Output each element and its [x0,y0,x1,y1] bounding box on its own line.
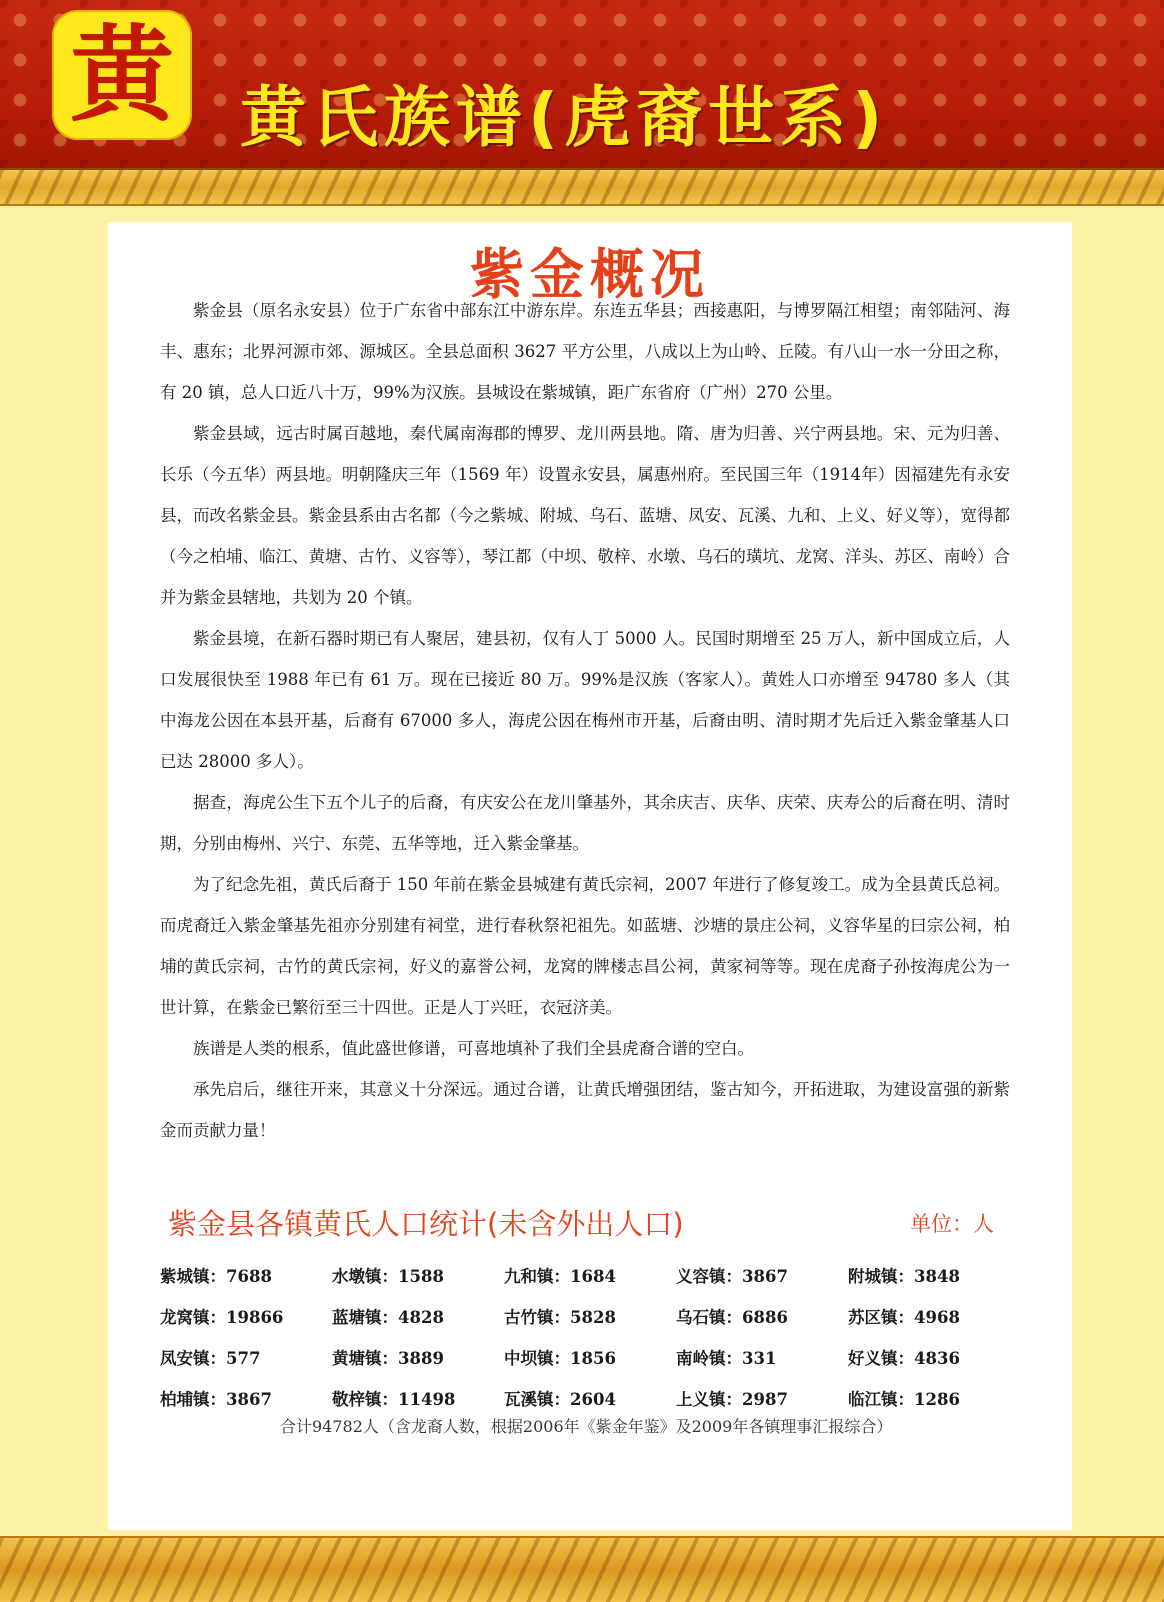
town-count: 1684 [570,1267,616,1286]
town-separator: ： [209,1308,226,1327]
paragraph: 据查，海虎公生下五个儿子的后裔，有庆安公在龙川肇基外，其余庆吉、庆华、庆荣、庆寿公的后裔在明、清时期，分别由梅州、兴宁、东莞、五华等地，迁入紫金肇基。 [160,793,1010,853]
town-name: 好义镇 [848,1349,898,1368]
town-stat [332,1338,504,1379]
town-name: 临江镇 [848,1390,898,1409]
town-count: 3867 [226,1390,272,1409]
banner-title: 黄氏族谱(虎裔世系) [240,79,889,156]
town-name: 乌石镇 [676,1308,726,1327]
town-population-grid [160,1256,1020,1420]
town-stat [504,1297,676,1338]
town-name: 九和镇 [504,1267,554,1286]
town-count: 1286 [914,1390,960,1409]
town-separator: ： [209,1267,226,1286]
town-count: 4828 [398,1308,444,1327]
town-count: 6886 [742,1308,788,1327]
town-count: 5828 [570,1308,616,1327]
town-stat [676,1297,848,1338]
town-separator: ： [381,1390,398,1409]
town-stat [332,1256,504,1297]
town-count: 2987 [742,1390,788,1409]
town-name: 附城镇 [848,1267,898,1286]
town-name: 紫城镇 [160,1267,210,1286]
town-separator: ： [725,1349,742,1368]
town-name: 苏区镇 [848,1308,898,1327]
town-separator: ： [381,1267,398,1286]
town-count: 7688 [226,1267,272,1286]
town-separator: ： [725,1267,742,1286]
town-name: 南岭镇 [676,1349,726,1368]
town-name: 中坝镇 [504,1349,554,1368]
town-stat [848,1297,1020,1338]
town-name: 古竹镇 [504,1308,554,1327]
town-name: 瓦溪镇 [504,1390,554,1409]
paragraph: 族谱是人类的根系，值此盛世修谱，可喜地填补了我们全县虎裔合谱的空白。 [193,1039,754,1058]
town-separator: ： [209,1390,226,1409]
paragraph: 紫金县（原名永安县）位于广东省中部东江中游东岸。东连五华县；西接惠阳，与博罗隔江相望；南邻陆河、海丰、惠东；北界河源市郊、源城区。全县总面积 3627 平方公里，八成以上为山岭、丘陵。有八山一水一分田之称，有 20 镇，总人口近八十万，99%为汉族。县城设在紫城镇，距广东省府（广州）270 公里。 [160,301,1010,402]
town-separator: ： [897,1308,914,1327]
town-stat [848,1338,1020,1379]
town-separator: ： [209,1349,226,1368]
town-separator: ： [725,1390,742,1409]
town-separator: ： [381,1349,398,1368]
page-title: 紫金概况 [470,243,710,306]
town-count: 19866 [226,1308,284,1327]
town-count: 1588 [398,1267,444,1286]
header-gold-border [0,168,1164,206]
town-count: 3867 [742,1267,788,1286]
town-stat [676,1256,848,1297]
paragraph: 紫金县境，在新石器时期已有人聚居，建县初，仅有人丁 5000 人。民国时期增至 25 万人，新中国成立后，人口发展很快至 1988 年已有 61 万。现在已接近 80 万。99%是汉族（客家人）。黄姓人口亦增至 94780 多人（其中海龙公因在本县开基，后裔有 67000 多人，海虎公因在梅州市开基，后裔由明、清时期才先后迁入紫金肇基人口已达 28000 多人）。 [160,629,1010,771]
town-stat [160,1297,332,1338]
article-body [160,290,1010,1151]
town-name: 龙窝镇 [160,1308,210,1327]
town-count: 1856 [570,1349,616,1368]
town-count: 2604 [570,1390,616,1409]
town-stat [504,1256,676,1297]
town-stat [676,1338,848,1379]
town-name: 柏埔镇 [160,1390,210,1409]
town-count: 577 [226,1349,261,1368]
town-name: 上义镇 [676,1390,726,1409]
town-count: 3848 [914,1267,960,1286]
town-name: 水墩镇 [332,1267,382,1286]
town-separator: ： [381,1308,398,1327]
town-stat [504,1338,676,1379]
town-stat [160,1338,332,1379]
total-note: 合计94782人（含龙裔人数，根据2006年《紫金年鉴》及2009年各镇理事汇报综合） [280,1417,893,1436]
footer-gold-border [0,1536,1164,1602]
town-name: 凤安镇 [160,1349,210,1368]
town-separator: ： [553,1390,570,1409]
stats-title: 紫金县各镇黄氏人口统计(未含外出人口) [168,1207,684,1241]
stats-unit: 单位：人 [910,1212,994,1236]
town-count: 4968 [914,1308,960,1327]
paragraph: 紫金县域，远古时属百越地，秦代属南海郡的博罗、龙川两县地。隋、唐为归善、兴宁两县地。宋、元为归善、长乐（今五华）两县地。明朝隆庆三年（1569 年）设置永安县，属惠州府。至民国三年（1914年）因福建先有永安县，而改名紫金县。紫金县系由古名都（今之紫城、附城、乌石、蓝塘、凤安、瓦溪、九和、上义、好义等），宽得都（今之柏埔、临江、黄塘、古竹、义容等），琴江都（中坝、敬梓、水墩、乌石的璜坑、龙窝、洋头、苏区、南岭）合并为紫金县辖地，共划为 20 个镇。 [160,424,1010,607]
town-count: 331 [742,1349,777,1368]
paragraph: 为了纪念先祖，黄氏后裔于 150 年前在紫金县城建有黄氏宗祠，2007 年进行了修复竣工。成为全县黄氏总祠。而虎裔迁入紫金肇基先祖亦分别建有祠堂，进行春秋祭祀祖先。如蓝塘、沙塘的景庄公祠，义容华星的曰宗公祠，柏埔的黄氏宗祠，古竹的黄氏宗祠，好义的嘉誉公祠，龙窝的牌楼志昌公祠，黄家祠等等。现在虎裔子孙按海虎公为一世计算，在紫金已繁衍至三十四世。正是人丁兴旺，衣冠济美。 [160,875,1010,1017]
town-separator: ： [553,1308,570,1327]
logo-character: 黄 [69,14,174,136]
town-stat [848,1256,1020,1297]
content-panel [108,222,1072,1530]
town-separator: ： [725,1308,742,1327]
paragraph: 承先启后，继往开来，其意义十分深远。通过合谱，让黄氏增强团结，鉴古知今，开拓进取，为建设富强的新紫金而贡献力量！ [160,1080,1010,1140]
surname-logo [52,10,192,140]
town-name: 敬梓镇 [332,1390,382,1409]
town-stat [160,1256,332,1297]
town-name: 黄塘镇 [332,1349,382,1368]
town-name: 义容镇 [676,1267,726,1286]
town-name: 蓝塘镇 [332,1308,382,1327]
town-count: 4836 [914,1349,960,1368]
town-count: 3889 [398,1349,444,1368]
town-separator: ： [897,1390,914,1409]
town-separator: ： [553,1349,570,1368]
town-separator: ： [897,1267,914,1286]
town-separator: ： [897,1349,914,1368]
town-stat [332,1297,504,1338]
town-count: 11498 [398,1390,456,1409]
header-banner [0,0,1164,170]
town-separator: ： [553,1267,570,1286]
